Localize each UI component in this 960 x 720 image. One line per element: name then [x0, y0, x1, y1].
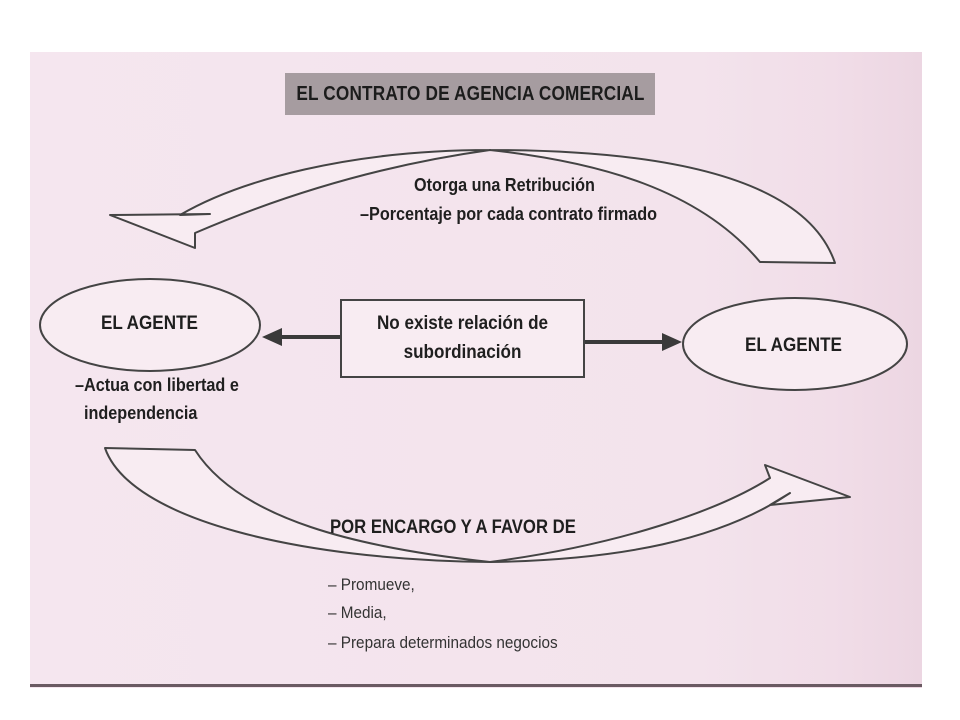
left-agent-note-line-1: –Actua con libertad e [75, 375, 239, 395]
bottom-list-item: – Promueve, [328, 575, 415, 594]
left-arrowhead [262, 328, 282, 346]
left-agent-label: EL AGENTE [101, 313, 198, 334]
left-agent-note-line-2: independencia [84, 403, 198, 423]
right-arrowhead [662, 333, 682, 351]
diagram-title: EL CONTRATO DE AGENCIA COMERCIAL [295, 82, 645, 105]
top-arrow-line-2: –Porcentaje por cada contrato firmado [360, 204, 658, 224]
bottom-list-item: – Media, [328, 603, 387, 622]
bottom-arrow-label: POR ENCARGO Y A FAVOR DE [330, 517, 576, 538]
subordination-line-2: subordinación [403, 342, 522, 363]
top-arrow-line-1: Otorga una Retribución [414, 175, 595, 195]
bottom-list-item: – Prepara determinados negocios [328, 633, 558, 652]
subordination-box [340, 299, 585, 378]
diagram-title-box [285, 73, 655, 115]
bottom-curved-arrow [105, 448, 850, 562]
subordination-line-1: No existe relación de [376, 313, 549, 334]
right-agent-label: EL AGENTE [745, 335, 842, 356]
